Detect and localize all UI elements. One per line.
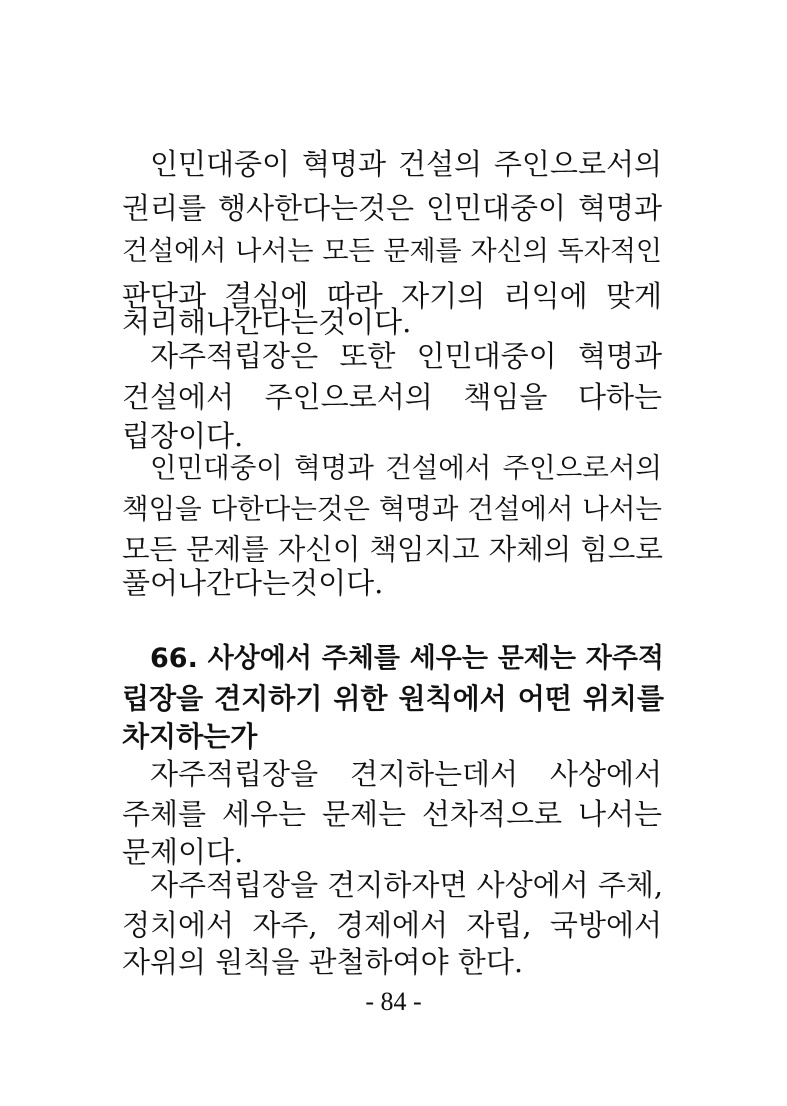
text-line: 풀어나간다는것이다. — [122, 566, 384, 600]
page-number: - 84 - — [365, 987, 422, 1016]
text-line: 처리해나간다는것이다. — [122, 305, 412, 339]
text-line: 주체를 세우는 문제는 선차적으로 나서는 — [122, 797, 662, 831]
text-line: 건설에서 주인으로서의 책임을 다하는 — [122, 380, 662, 414]
text-line: 인민대중이 혁명과 건설의 주인으로서의 — [150, 147, 662, 181]
heading-line: 66. 사상에서 주체를 세우는 문제는 자주적 — [150, 643, 664, 674]
text-line: 립장이다. — [122, 419, 244, 453]
text-line: 정치에서 자주, 경제에서 자립, 국방에서 — [122, 908, 662, 942]
text-line: 모든 문제를 자신이 책임지고 자체의 힘으로 — [122, 533, 663, 566]
text-line: 권리를 행사한다는것은 인민대중이 혁명과 — [122, 191, 662, 225]
heading-line: 립장을 견지하기 위한 원칙에서 어떤 위치를 — [122, 682, 664, 715]
text-line: 건설에서 나서는 모든 문제를 자신의 독자적인 — [122, 236, 662, 267]
text-line: 책임을 다한다는것은 혁명과 건설에서 나서는 — [122, 493, 662, 525]
heading-line: 차지하는가 — [122, 720, 258, 753]
text-line: 인민대중이 혁명과 건설에서 주인으로서의 — [150, 452, 662, 484]
text-line: 자주적립장을 견지하는데서 사상에서 — [150, 757, 662, 791]
text-line: 자주적립장을 견지하자면 사상에서 주체, — [150, 868, 664, 902]
text-line: 문제이다. — [122, 835, 244, 869]
text-line: 자주적립장은 또한 인민대중이 혁명과 — [150, 339, 662, 373]
text-line: 자위의 원칙을 관철하여야 한다. — [122, 945, 524, 979]
text-line: 판단과 결심에 따라 자기의 리익에 맞게 — [122, 279, 662, 313]
